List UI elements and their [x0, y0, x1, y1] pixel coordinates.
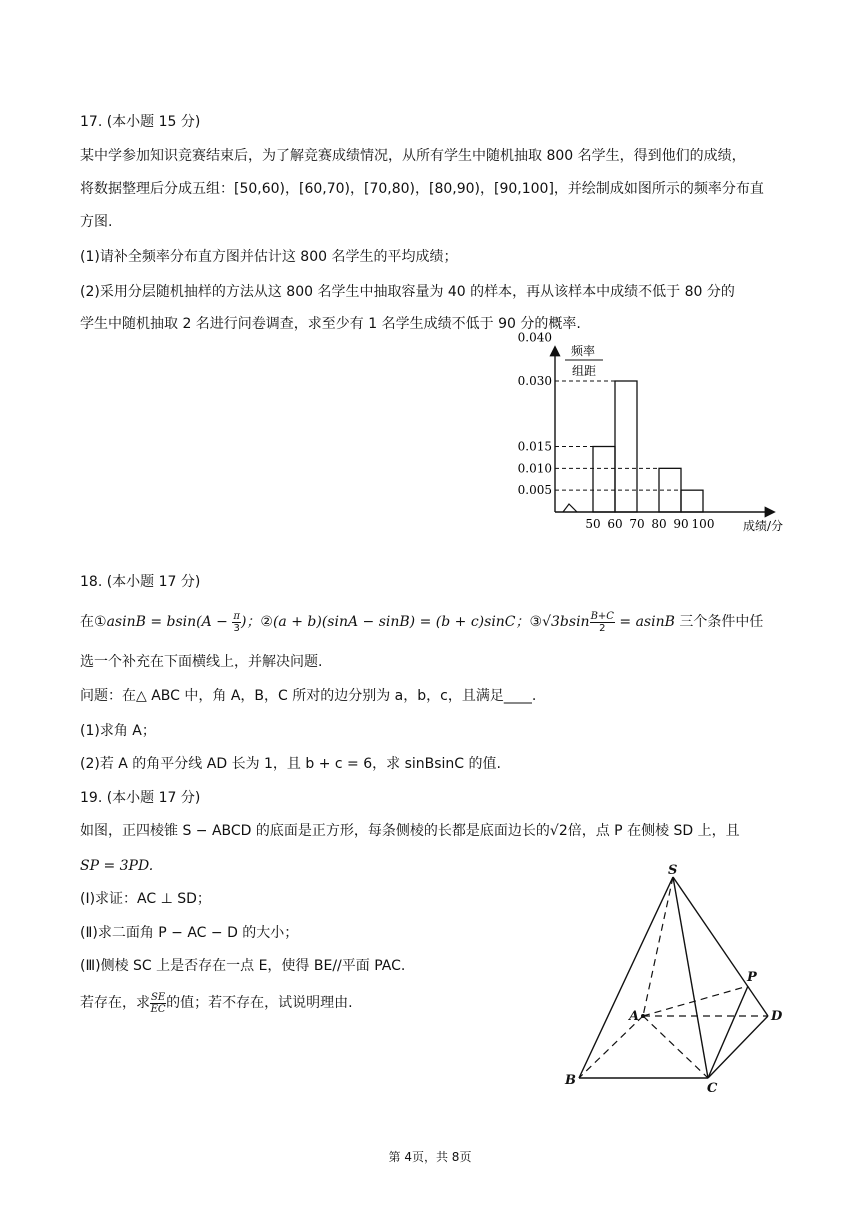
edge-SA	[643, 877, 673, 1016]
edge-CD	[708, 1016, 768, 1078]
q18-cond1-den: 3	[233, 622, 240, 634]
q18-cond3-formula-a: √3bsin	[542, 614, 590, 630]
y-tick-label-3: 0.010	[517, 461, 552, 476]
q18-cond3-mark: ③	[529, 614, 543, 630]
y-tick-label-0: 0.040	[517, 330, 552, 345]
label-D: D	[771, 1009, 783, 1024]
q17-paragraph-line3: 方图.	[80, 214, 113, 230]
q19-s4-pre: 若存在，求	[80, 995, 150, 1011]
histogram-bar-0	[593, 447, 615, 513]
q18-cond3-den: 2	[599, 622, 606, 634]
q19-subquestion-2: (Ⅱ)求二面角 P − AC − D 的大小；	[80, 925, 299, 941]
q19-s4-num: SE	[151, 991, 166, 1003]
q18-subquestion-2: (2)若 A 的角平分线 AD 长为 1，且 b + c = 6，求 sinBsinC 的值.	[80, 756, 501, 772]
x-tick-label-0: 50	[585, 517, 601, 531]
q19-line1: 如图，正四棱锥 S − ABCD 的底面是正方形，每条侧棱的长都是底面边长的√2倍，点 P 在侧棱 SD 上，且	[80, 823, 740, 839]
page-footer: 第 4页，共 8页	[388, 1150, 472, 1164]
x-tick-label-2: 70	[629, 517, 645, 531]
x-label: 成绩/分	[742, 519, 784, 533]
edge-SC	[673, 877, 708, 1078]
q18-cond2-formula: (a + b)(sinA − sinB) = (b + c)sinC；	[272, 614, 530, 630]
x-tick-label-4: 90	[673, 517, 689, 531]
q18-conditions-line	[80, 609, 763, 635]
q18-cond-intro: 在	[80, 614, 94, 630]
q18-header: 18. (本小题 17 分)	[80, 574, 201, 590]
label-P: P	[747, 970, 757, 985]
pyramid-figure	[555, 860, 795, 1095]
q19-subquestion-1: (Ⅰ)求证：AC ⊥ SD；	[80, 891, 211, 907]
q17-subquestion-2b: 学生中随机抽取 2 名进行问卷调查，求至少有 1 名学生成绩不低于 90 分的概率.	[80, 316, 581, 332]
q17-subquestion-1: (1)请补全频率分布直方图并估计这 800 名学生的平均成绩；	[80, 249, 458, 265]
q17-subquestion-2a: (2)采用分层随机抽样的方法从这 800 名学生中抽取容量为 40 的样本，再从该样本中成绩不低于 80 分的	[80, 284, 735, 300]
q17-header: 17. (本小题 15 分)	[80, 114, 201, 130]
edge-AP	[643, 986, 748, 1016]
q18-cond1-mark: ①	[94, 614, 107, 630]
y-tick-label-1: 0.030	[517, 374, 552, 388]
frequency-histogram	[505, 330, 795, 540]
q18-cond3-fraction	[590, 611, 615, 634]
y-tick-label-4: 0.005	[517, 483, 552, 498]
label-C: C	[707, 1081, 718, 1096]
q19-subquestion-3: (Ⅲ)侧棱 SC 上是否存在一点 E，使得 BE//平面 PAC.	[80, 958, 406, 974]
q17-paragraph-line2: 将数据整理后分成五组：[50,60)，[60,70)，[70,80)，[80,90)，[90,100]，并绘制成如图所示的频率分布直	[80, 181, 764, 197]
x-tick-label-3: 80	[651, 517, 667, 531]
q19-subquestion-4	[80, 990, 353, 1016]
histogram-bar-4	[681, 490, 703, 512]
q18-cond-tail: 三个条件中任	[674, 614, 764, 630]
axis-break-mark	[563, 504, 577, 512]
x-tick-label-5: 100	[691, 517, 715, 531]
q19-s4-den: EC	[150, 1003, 166, 1015]
q19-s4-post: 的值；若不存在，试说明理由.	[166, 995, 353, 1011]
q18-problem: 问题：在△ ABC 中，角 A，B，C 所对的边分别为 a，b，c，且满足____.	[80, 688, 537, 704]
q19-line2: SP = 3PD.	[80, 858, 154, 874]
q19-header: 19. (本小题 17 分)	[80, 790, 201, 806]
label-S: S	[668, 863, 678, 878]
x-tick-label-1: 60	[607, 517, 623, 531]
q17-paragraph-line1: 某中学参加知识竞赛结束后，为了解竞赛成绩情况，从所有学生中随机抽取 800 名学生，得到他们的成绩，	[80, 148, 746, 164]
point-A-dot	[641, 1014, 645, 1018]
edge-AB	[579, 1016, 643, 1078]
y-label-top: 频率	[570, 344, 596, 358]
q18-cond1-end: )；	[240, 614, 261, 630]
q18-line2: 选一个补充在下面横线上，并解决问题.	[80, 654, 323, 670]
edge-SD	[673, 877, 768, 1016]
y-label-bottom: 组距	[571, 364, 597, 378]
q18-subquestion-1: (1)求角 A；	[80, 723, 156, 739]
q18-cond3-formula-b: = asinB	[614, 614, 675, 630]
q18-cond1-formula: asinB = bsin(A −	[106, 614, 233, 630]
q19-s4-fraction	[150, 992, 166, 1015]
q18-cond1-pi: π	[233, 610, 240, 622]
edge-SB	[579, 877, 673, 1078]
q18-cond2-mark: ②	[260, 614, 273, 630]
edge-PC	[708, 986, 748, 1078]
q18-cond1-fraction	[232, 611, 241, 634]
label-B: B	[565, 1073, 576, 1088]
label-A: A	[629, 1009, 640, 1024]
histogram-bar-1	[615, 381, 637, 512]
q18-cond3-num: B+C	[590, 610, 614, 622]
y-tick-label-2: 0.015	[517, 439, 552, 454]
